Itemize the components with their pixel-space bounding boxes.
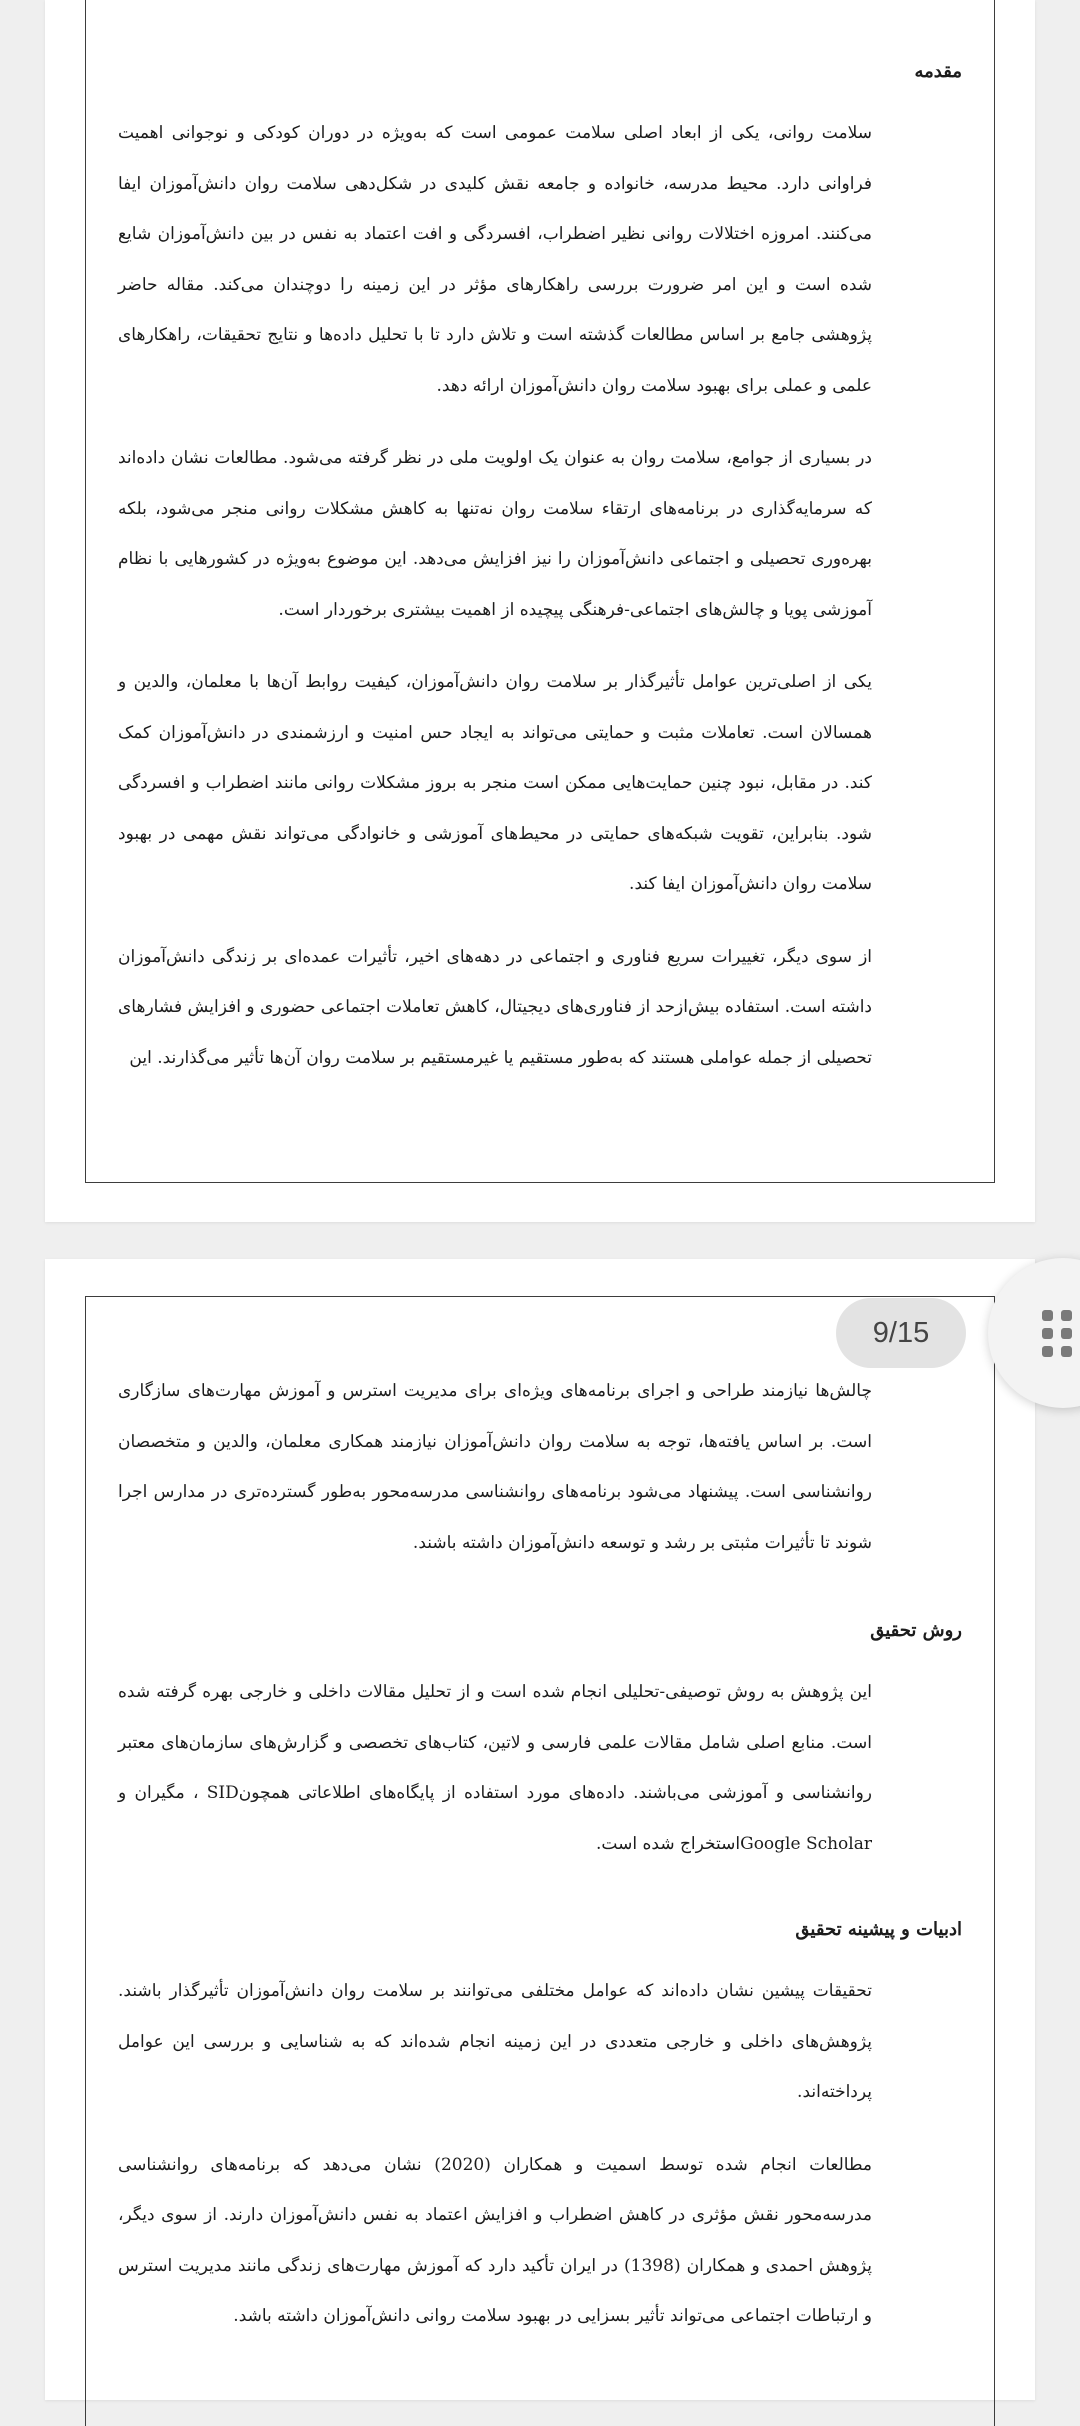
paragraph: یکی از اصلی‌ترین عوامل تأثیرگذار بر سلامت روان دانش‌آموزان، کیفیت روابط آن‌ها با معلمان، والدین و همسالان است. تعاملات مثبت و حمایتی می‌تواند به ایجاد حس امنیت و ارزشمندی در دانش‌آموزان کمک کند. در مقابل، نبود چنین حمایت‌هایی ممکن است منجر به بروز مشکلات روانی مانند اضطراب و افسردگی شود. بنابراین، تقویت شبکه‌های حمایتی در محیط‌های آموزشی و خانوادگی می‌تواند نقش مهمی در بهبود سلامت روان دانش‌آموزان ایفا کند.: [118, 672, 872, 894]
paragraph: مطالعات انجام شده توسط اسمیت و همکاران (2020) نشان می‌دهد که برنامه‌های روانشناسی مدرسه‌محور نقش مؤثری در کاهش اضطراب و افزایش اعتماد به نفس دانش‌آموزان دارند. از سوی دیگر، پژوهش احمدی و همکاران (1398) در ایران تأکید دارد که آموزش مهارت‌های زندگی مانند مدیریت استرس و ارتباطات اجتماعی می‌تواند تأثیر بسزایی در بهبود سلامت روانی دانش‌آموزان داشته باشد.: [118, 2154, 873, 2326]
paragraph: چالش‌ها نیازمند طراحی و اجرای برنامه‌های ویژه‌ای برای مدیریت استرس و آموزش مهارت‌های سازگاری است. بر اساس یافته‌ها، توجه به سلامت روان دانش‌آموزان نیازمند همکاری معلمان، والدین و متخصصان روانشناسی است. پیشنهاد می‌شود برنامه‌های روانشناسی مدرسه‌محور به‌طور گسترده‌تری در مدارس اجرا شوند تا تأثیرات مثبتی بر رشد و توسعه دانش‌آموزان داشته باشند.: [118, 1381, 872, 1553]
paragraph: سلامت روانی، یکی از ابعاد اصلی سلامت عمومی است که به‌ویژه در دوران کودکی و نوجوانی اهمیت فراوانی دارد. محیط مدرسه، خانواده و جامعه نقش کلیدی در شکل‌دهی سلامت روان دانش‌آموزان ایفا می‌کنند. امروزه اختلالات روانی نظیر اضطراب، افسردگی و افت اعتماد به نفس در بین دانش‌آموزان شایع شده است و این امر ضرورت بررسی راهکارهای مؤثر در این زمینه را دوچندان می‌کند. مقاله حاضر پژوهشی جامع بر اساس مطالعات گذشته است و تلاش دارد تا با تحلیل داده‌ها و نتایج تحقیقات، راهکارهای علمی و عملی برای بهبود سلامت روان دانش‌آموزان ارائه دهد.: [118, 123, 872, 396]
page2-literature: [118, 1966, 872, 2342]
page2-intro: [118, 1366, 872, 1568]
paragraph: تحقیقات پیشین نشان داده‌اند که عوامل مختلفی می‌توانند بر سلامت روان دانش‌آموزان تأثیرگذار باشند. پژوهش‌های داخلی و خارجی متعددی در این زمینه انجام شده‌اند که به شناسایی و بررسی این عوامل پرداخته‌اند.: [118, 1981, 872, 2102]
heading-introduction: مقدمه: [914, 61, 962, 82]
paragraph: از سوی دیگر، تغییرات سریع فناوری و اجتماعی در دهه‌های اخیر، تأثیرات عمده‌ای بر زندگی دانش‌آموزان داشته است. استفاده بیش‌ازحد از فناوری‌های دیجیتال، کاهش تعاملات اجتماعی حضوری و افزایش فشارهای تحصیلی از جمله عواملی هستند که به‌طور مستقیم یا غیرمستقیم بر سلامت روان آن‌ها تأثیر می‌گذارند. این: [118, 946, 872, 1068]
heading-literature: ادبیات و پیشینه تحقیق: [795, 1919, 962, 1940]
page1-body: [118, 108, 872, 1083]
grid-icon: [1042, 1310, 1080, 1358]
paragraph: در بسیاری از جوامع، سلامت روان به عنوان یک اولویت ملی در نظر گرفته می‌شود. مطالعات نشان داده‌اند که سرمایه‌گذاری در برنامه‌های ارتقاء سلامت روان نه‌تنها به کاهش مشکلات روانی منجر می‌شود، بلکه بهره‌وری تحصیلی و اجتماعی دانش‌آموزان را نیز افزایش می‌دهد. این موضوع به‌ویژه در کشورهایی با نظام آموزشی پویا و چالش‌های اجتماعی-فرهنگی پیچیده از اهمیت بیشتری برخوردار است.: [118, 448, 872, 620]
paragraph: این پژوهش به روش توصیفی-تحلیلی انجام شده است و از تحلیل مقالات داخلی و خارجی بهره گرفته شده است. منابع اصلی شامل مقالات علمی فارسی و لاتین، کتاب‌های تخصصی و گزارش‌های سازمان‌های معتبر روانشناسی و آموزشی می‌باشند. داده‌های مورد استفاده از پایگاه‌های اطلاعاتی همچونSID ، مگیران و Google Scholarاستخراج شده است.: [118, 1682, 873, 1854]
page2-method: [118, 1667, 872, 1869]
page-indicator: 9/15: [836, 1298, 966, 1368]
heading-research-method: روش تحقیق: [870, 1620, 962, 1641]
